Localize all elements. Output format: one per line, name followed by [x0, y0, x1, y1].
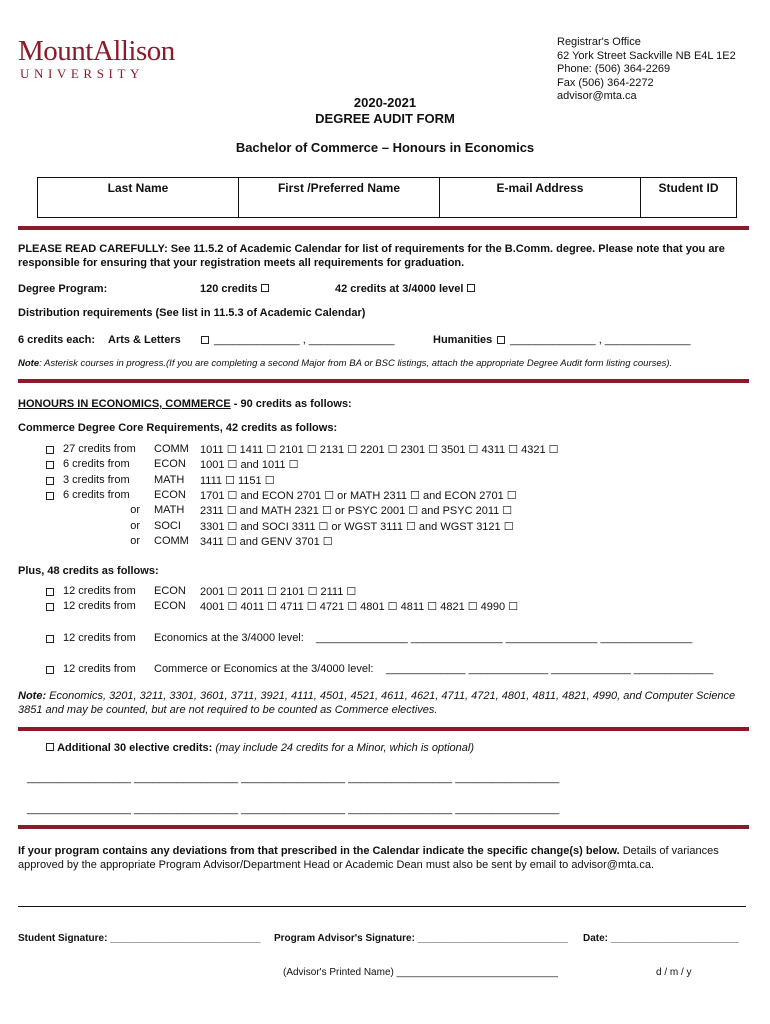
requirement-checkbox[interactable] [46, 492, 54, 500]
distribution-label: Distribution requirements (See list in 11.5.3 of Academic Calendar) [18, 307, 366, 319]
requirement-lead: 12 credits from [63, 600, 136, 612]
humanities-checkbox[interactable] [497, 336, 505, 344]
first-name-header: First /Preferred Name [277, 181, 401, 195]
logo-subtitle: UNIVERSITY [20, 66, 144, 81]
requirement-checkbox[interactable] [46, 446, 54, 454]
office-address: 62 York Street Sackville NB E4L 1E2 [557, 49, 736, 62]
requirement-subject: MATH [154, 473, 185, 486]
office-phone: Phone: (506) 364-2269 [557, 63, 671, 75]
elective-blanks-row-1[interactable]: _________________ _________________ _________________ _________________ _________________ [27, 772, 560, 784]
requirement-checkbox[interactable] [46, 477, 54, 485]
requirement-subject: COMM [154, 443, 189, 455]
student-signature[interactable]: Student Signature: ___________________________ [18, 933, 261, 944]
deviations-line[interactable] [18, 906, 746, 907]
requirement-courses[interactable]: 2001 ☐ 2011 ☐ 2101 ☐ 2111 ☐ [200, 586, 357, 598]
arts-checkbox[interactable] [201, 336, 209, 344]
honours-credits: - 90 credits as follows: [230, 398, 352, 410]
requirement-checkbox[interactable] [46, 588, 54, 596]
first-name-field[interactable] [239, 178, 440, 217]
note2-label: Note: [18, 690, 47, 702]
requirement-lead: or [130, 504, 140, 517]
last-name-field[interactable] [38, 178, 239, 217]
credits-120-item [200, 283, 269, 295]
deviations-bold: If your program contains any deviations from that prescribed in the Calendar indicate the specific change(s) below. [18, 845, 620, 857]
requirement-subject: Economics at the 3/4000 level: [154, 632, 304, 644]
elective-blanks-row-2[interactable]: _________________ _________________ _________________ _________________ _________________ [27, 803, 560, 815]
plus-heading: Plus, 48 credits as follows: [18, 565, 159, 577]
credits-120-checkbox[interactable] [261, 284, 269, 292]
core-heading: Commerce Degree Core Requirements, 42 credits as follows: [18, 422, 338, 434]
section-divider [18, 825, 749, 829]
electives-checkbox[interactable] [46, 743, 54, 751]
requirement-courses[interactable]: 1001 ☐ and 1011 ☐ [200, 459, 299, 472]
requirement-courses[interactable]: 1011 ☐ 1411 ☐ 2101 ☐ 2131 ☐ 2201 ☐ 2301 ☐ 3501 ☐ 4311 ☐ 4321 ☐ [200, 444, 559, 456]
honours-heading [18, 398, 352, 410]
deviations-instructions [18, 844, 753, 872]
requirement-subject: SOCI [154, 519, 181, 532]
requirement-subject: ECON [154, 488, 186, 501]
advisor-printed-name[interactable]: (Advisor's Printed Name) _____________________________ [283, 967, 558, 978]
requirement-subject: COMM [154, 534, 189, 547]
requirement-courses[interactable]: 1701 ☐ and ECON 2701 ☐ or MATH 2311 ☐ and ECON 2701 ☐ [200, 489, 517, 502]
requirement-courses[interactable]: 4001 ☐ 4011 ☐ 4711 ☐ 4721 ☐ 4801 ☐ 4811 ☐ 4821 ☐ 4990 ☐ [200, 601, 519, 613]
requirement-courses[interactable]: 3301 ☐ and SOCI 3311 ☐ or WGST 3111 ☐ and WGST 3121 ☐ [200, 520, 514, 533]
form-year: 2020-2021 [353, 95, 417, 110]
arts-letters-label: Arts & Letters [108, 334, 181, 346]
program-title: Bachelor of Commerce – Honours in Economics [235, 140, 535, 155]
office-name: Registrar's Office [557, 36, 641, 48]
requirement-subject: MATH [154, 504, 185, 517]
requirement-checkbox[interactable] [46, 603, 54, 611]
requirement-lead: or [130, 519, 140, 532]
email-field[interactable] [440, 178, 641, 217]
note-label: Note [18, 358, 40, 369]
humanities-blank[interactable]: ______________ , ______________ [510, 334, 691, 346]
requirement-subject: ECON [154, 458, 186, 471]
requirement-subject: ECON [154, 600, 186, 612]
requirement-checkbox[interactable] [46, 666, 54, 674]
elective-note [18, 689, 753, 717]
requirement-lead: 3 credits from [63, 473, 130, 486]
requirement-courses[interactable]: 2311 ☐ and MATH 2321 ☐ or PSYC 2001 ☐ and PSYC 2011 ☐ [200, 505, 513, 518]
note-text: : Asterisk courses in progress.(If you are completing a second Major from BA or BSC listings, attach the appropriate Degree Audit form listing courses). [39, 358, 673, 369]
requirement-subject: Commerce or Economics at the 3/4000 level: [154, 663, 374, 675]
form-title: DEGREE AUDIT FORM [315, 111, 455, 126]
student-info-table [37, 177, 737, 218]
credits-42-item [335, 283, 475, 295]
requirement-courses[interactable]: _____________ _____________ _____________ _____________ [386, 663, 714, 675]
advisor-signature[interactable]: Program Advisor's Signature: ___________________________ [274, 933, 568, 944]
date-format: d / m / y [656, 967, 692, 978]
important-notice: PLEASE READ CAREFULLY: See 11.5.2 of Academic Calendar for list of requirements for the B.Comm. degree. Please note that you are responsible for ensuring that your registration meets all requirements for graduation. [18, 243, 725, 269]
office-email: advisor@mta.ca [557, 90, 637, 102]
honours-title: HONOURS IN ECONOMICS, COMMERCE [18, 398, 231, 410]
email-header: E-mail Address [496, 181, 584, 195]
humanities-label: Humanities [433, 334, 493, 346]
requirement-subject: ECON [154, 585, 186, 597]
section-divider [18, 226, 749, 230]
requirement-lead: 6 credits from [63, 458, 130, 471]
requirement-lead: 27 credits from [63, 443, 136, 455]
requirement-lead: 6 credits from [63, 488, 130, 501]
requirement-checkbox[interactable] [46, 635, 54, 643]
electives-hint: (may include 24 credits for a Minor, which is optional) [212, 742, 475, 754]
registrar-contact [557, 36, 736, 104]
requirement-lead: 12 credits from [63, 585, 136, 597]
electives-label: Additional 30 elective credits: [57, 742, 213, 754]
section-divider [18, 379, 749, 383]
requirement-lead: 12 credits from [63, 632, 136, 644]
office-fax: Fax (506) 364-2272 [557, 76, 654, 89]
requirement-courses[interactable]: 3411 ☐ and GENV 3701 ☐ [200, 535, 333, 548]
electives-heading [46, 742, 474, 754]
requirement-courses[interactable]: _______________ _______________ _______________ _______________ [316, 632, 693, 644]
requirement-checkbox[interactable] [46, 461, 54, 469]
note2-text: Economics, 3201, 3211, 3301, 3601, 3711, 3921, 4111, 4501, 4521, 4611, 4621, 4711, 4721, 4801, 4811, 4821, 4990, and Computer Science 3851 and may be counted, but are not required to be counted as Commerce electives. [18, 690, 736, 716]
credits-42-checkbox[interactable] [467, 284, 475, 292]
section-divider [18, 727, 749, 731]
credits-42-label: 42 credits at 3/4000 level [335, 283, 464, 295]
arts-blank[interactable]: ______________ , ______________ [214, 334, 395, 346]
requirement-courses[interactable]: 1111 ☐ 1151 ☐ [200, 474, 275, 487]
six-credits-each: 6 credits each: [18, 334, 96, 346]
last-name-header: Last Name [107, 181, 169, 195]
deviations-text: Details of variances approved by the appropriate Program Advisor/Department Head or Academic Dean must also be sent by email to advisor@mta.ca. [18, 845, 719, 871]
student-id-field[interactable] [641, 178, 736, 217]
requirement-lead: or [130, 534, 140, 547]
university-logo [18, 37, 175, 82]
asterisk-note [18, 358, 672, 369]
credits-120-label: 120 credits [200, 283, 258, 295]
degree-program-label: Degree Program: [18, 283, 108, 295]
signature-date[interactable]: Date: _______________________ [583, 933, 739, 944]
student-id-header: Student ID [658, 181, 719, 195]
requirement-lead: 12 credits from [63, 663, 136, 675]
logo-wordmark: MountAllison [18, 35, 175, 67]
